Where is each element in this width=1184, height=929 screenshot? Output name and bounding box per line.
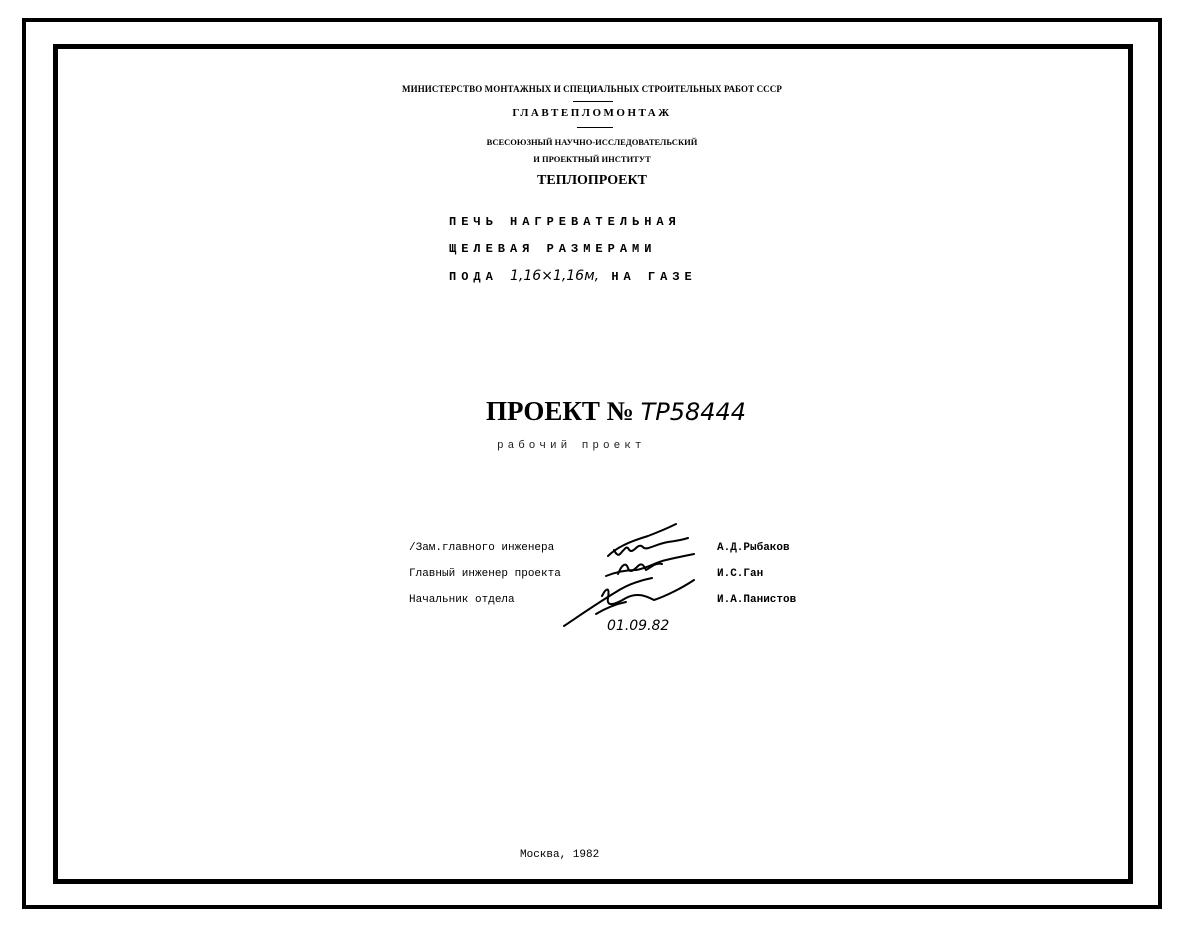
institute-line-2: И ПРОЕКТНЫЙ ИНСТИТУТ	[533, 154, 651, 164]
title-line-3-suffix: НА ГАЗЕ	[611, 270, 697, 284]
signatory-name: А.Д.Рыбаков	[717, 542, 790, 554]
title-line-1: ПЕЧЬ НАГРЕВАТЕЛЬНАЯ	[449, 215, 681, 229]
institute-name: ТЕПЛОПРОЕКТ	[537, 173, 647, 188]
title-line-3	[449, 268, 697, 284]
sign-date: 01.09.82	[607, 618, 670, 634]
institute-line-1: ВСЕСОЮЗНЫЙ НАУЧНО-ИССЛЕДОВАТЕЛЬСКИЙ	[486, 137, 698, 147]
title-line-3-prefix: ПОДА	[449, 270, 498, 284]
project-number: ТР58444	[640, 398, 747, 426]
signatory-role: Главный инженер проекта	[409, 568, 561, 580]
divider-line	[577, 127, 613, 128]
project-heading	[486, 396, 746, 427]
divider-line	[573, 101, 613, 102]
city-year: Москва, 1982	[520, 849, 600, 861]
ministry-name: МИНИСТЕРСТВО МОНТАЖНЫХ И СПЕЦИАЛЬНЫХ СТРОИТЕЛЬНЫХ РАБОТ СССР	[402, 84, 782, 94]
signatory-name: И.А.Панистов	[717, 594, 797, 606]
title-line-2: ЩЕЛЕВАЯ РАЗМЕРАМИ	[449, 242, 657, 256]
hearth-size: 1,16×1,16м,	[510, 268, 600, 284]
project-stage: рабочий проект	[497, 440, 646, 452]
project-label: ПРОЕКТ №	[486, 396, 634, 426]
glavk-name: ГЛАВТЕПЛОМОНТАЖ	[512, 107, 672, 119]
title-sheet-frame	[53, 44, 1133, 884]
signatory-name: И.С.Ган	[717, 568, 764, 580]
signatory-role: Начальник отдела	[409, 594, 515, 606]
signatory-role: /Зам.главного инженера	[409, 542, 555, 554]
